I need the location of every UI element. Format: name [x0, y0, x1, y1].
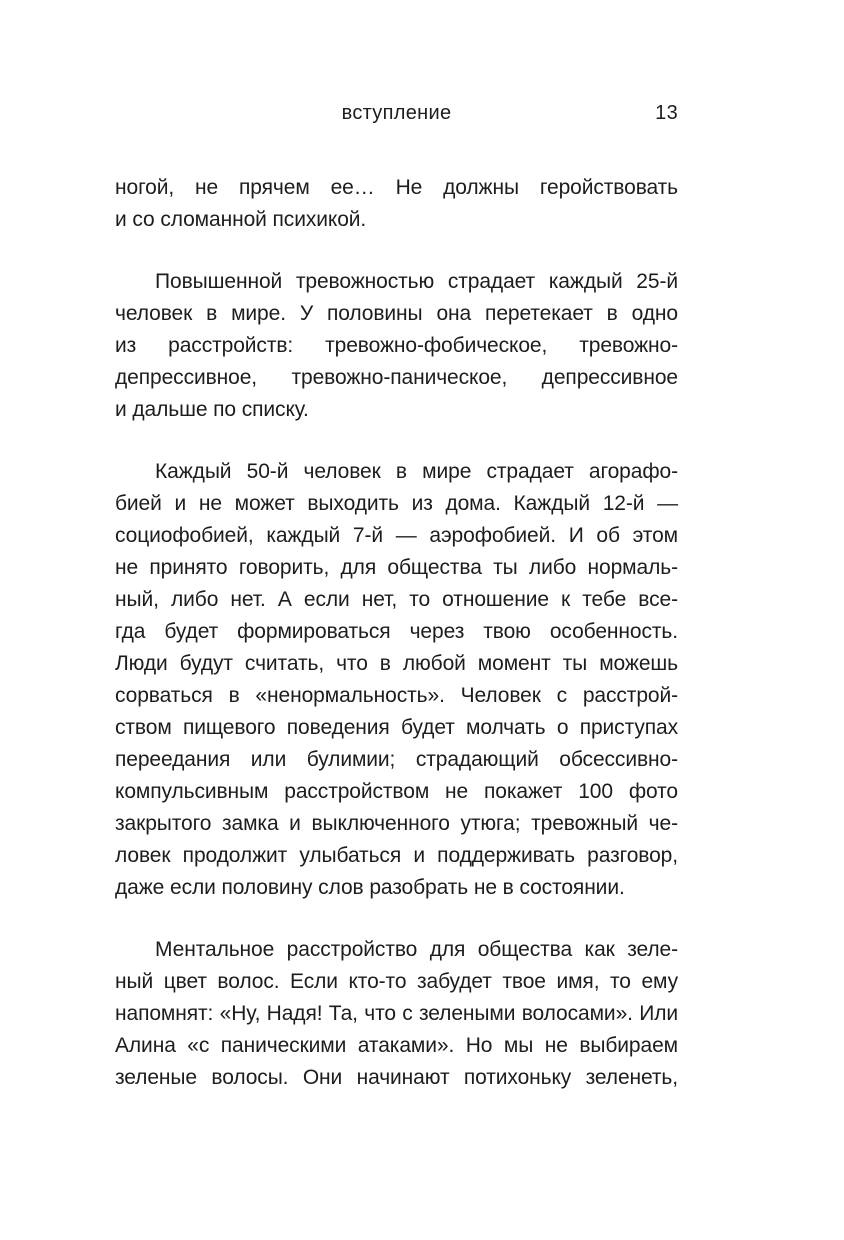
text-line: Повышенной тревожностью страдает каждый 25-й: [155, 270, 678, 293]
text-line: даже если половину слов разобрать не в состоянии.: [115, 876, 625, 899]
text-line: депрессивное, тревожно-паническое, депрессивное: [115, 366, 678, 389]
page-number: 13: [655, 102, 678, 124]
text-line: Каждый 50-й человек в мире страдает агорафо-: [155, 460, 678, 483]
text-line: напомнят: «Ну, Надя! Та, что с зелеными волосами». Или: [115, 1002, 678, 1025]
text-line: Алина «с паническими атаками». Но мы не выбираем: [115, 1034, 678, 1057]
text-line: Ментальное расстройство для общества как зеле-: [155, 938, 678, 961]
text-line: и со сломанной психикой.: [115, 208, 367, 231]
text-line: и дальше по списку.: [115, 398, 309, 421]
text-block: [115, 172, 678, 1094]
text-line: ногой, не прячем ее… Не должны геройствовать: [115, 176, 678, 199]
text-line: ством пищевого поведения будет молчать о приступах: [115, 716, 678, 739]
text-line: человек в мире. У половины она перетекает в одно: [115, 302, 678, 325]
text-line: зеленые волосы. Они начинают потихоньку зеленеть,: [115, 1066, 678, 1089]
running-title: вступление: [341, 102, 452, 124]
text-line: бией и не может выходить из дома. Каждый 12-й —: [115, 492, 678, 515]
paragraph: [115, 266, 678, 426]
text-line: компульсивным расстройством не покажет 100 фото: [115, 780, 678, 803]
text-line: ный цвет волос. Если кто-то забудет твое имя, то ему: [115, 970, 678, 993]
text-line: из расстройств: тревожно-фобическое, тревожно-: [115, 334, 678, 357]
text-line: Люди будут считать, что в любой момент ты можешь: [115, 652, 678, 675]
text-line: ный, либо нет. А если нет, то отношение к тебе все-: [115, 588, 678, 611]
running-header: [115, 100, 678, 126]
paragraph: [115, 172, 678, 236]
paragraph: [115, 934, 678, 1094]
text-line: не принято говорить, для общества ты либо нормаль-: [115, 556, 678, 579]
text-line: сорваться в «ненормальность». Человек с расстрой-: [115, 684, 678, 707]
text-line: ловек продолжит улыбаться и поддерживать разговор,: [115, 844, 678, 867]
text-line: гда будет формироваться через твою особенность.: [115, 620, 678, 643]
text-line: закрытого замка и выключенного утюга; тревожный че-: [115, 812, 678, 835]
paragraph: [115, 456, 678, 904]
text-line: социофобией, каждый 7-й — аэрофобией. И об этом: [115, 524, 678, 547]
text-line: переедания или булимии; страдающий обсессивно-: [115, 748, 678, 771]
